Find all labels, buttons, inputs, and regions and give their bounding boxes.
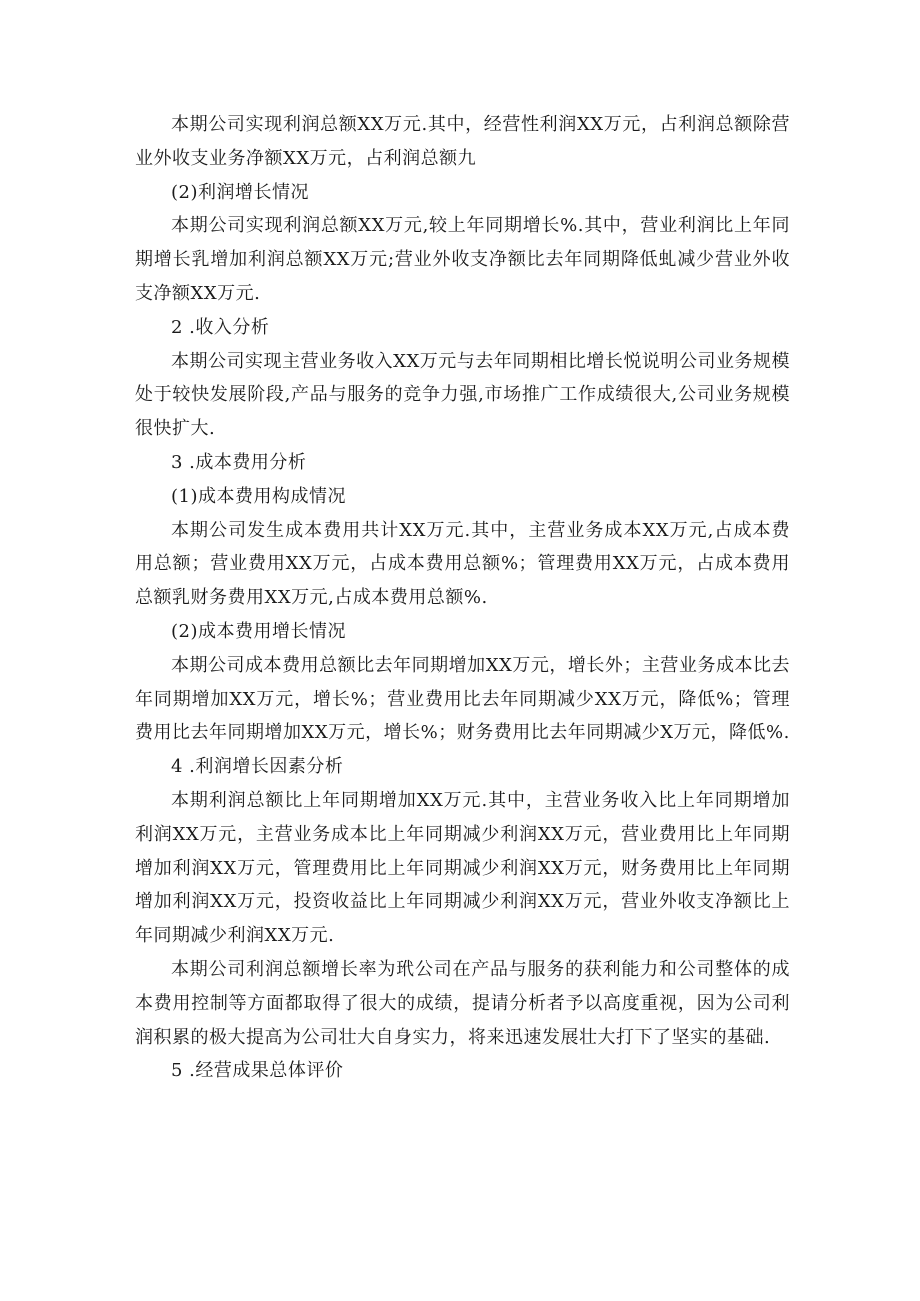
heading-cost-growth: (2)成本费用增长情况	[171, 620, 346, 642]
paragraph-profit-growth: 本期公司实现利润总额XX万元,较上年同期增长%.其中，营业利润比上年同期增长乳增加利润总额XX万元;营业外收支净额比去年同期降低虬减少营业外收支净额XX万元.	[135, 215, 790, 304]
heading-cost-composition: (1)成本费用构成情况	[171, 485, 346, 507]
paragraph-cost-composition: 本期公司发生成本费用共计XX万元.其中，主营业务成本XX万元,占成本费用总额；营业费用XX万元，占成本费用总额%；管理费用XX万元，占成本费用总额乳财务费用XX万元,占成本费用总额%.	[135, 519, 790, 609]
paragraph-income-analysis: 本期公司实现主营业务收入XX万元与去年同期相比增长悦说明公司业务规模处于较快发展阶段,产品与服务的竞争力强,市场推广工作成绩很大,公司业务规模很快扩大.	[135, 350, 790, 440]
heading-overall-evaluation: 5 .经营成果总体评价	[171, 1060, 344, 1082]
paragraph-cost-growth: 本期公司成本费用总额比去年同期增加XX万元，增长外；主营业务成本比去年同期增加XX万元，增长%；营业费用比去年同期减少XX万元，降低%；管理费用比去年同期增加XX万元，增长%；财务费用比去年同期减少X万元，降低%.	[135, 654, 790, 744]
heading-income-analysis: 2 .收入分析	[171, 316, 270, 338]
heading-cost-analysis: 3 .成本费用分析	[171, 451, 307, 473]
paragraph-profit-factors: 本期利润总额比上年同期增加XX万元.其中，主营业务收入比上年同期增加利润XX万元，主营业务成本比上年同期减少利润XX万元，营业费用比上年同期增加利润XX万元，管理费用比上年同期减少利润XX万元，财务费用比上年同期增加利润XX万元，投资收益比上年同期减少利润XX万元，营业外收支净额比上年同期减少利润XX万元.	[135, 789, 790, 947]
document-body	[135, 108, 790, 1088]
paragraph-profit-total: 本期公司实现利润总额XX万元.其中，经营性利润XX万元，占利润总额除营业外收支业务净额XX万元，占利润总额九	[135, 114, 790, 169]
heading-profit-factors: 4 .利润增长因素分析	[171, 756, 344, 778]
heading-profit-growth: (2)利润增长情况	[171, 181, 309, 203]
paragraph-profit-growth-rate: 本期公司利润总额增长率为玳公司在产品与服务的获利能力和公司整体的成本费用控制等方面都取得了很大的成绩，提请分析者予以高度重视，因为公司利润积累的极大提高为公司壮大自身实力，将来迅速发展壮大打下了坚实的基础.	[135, 958, 790, 1048]
